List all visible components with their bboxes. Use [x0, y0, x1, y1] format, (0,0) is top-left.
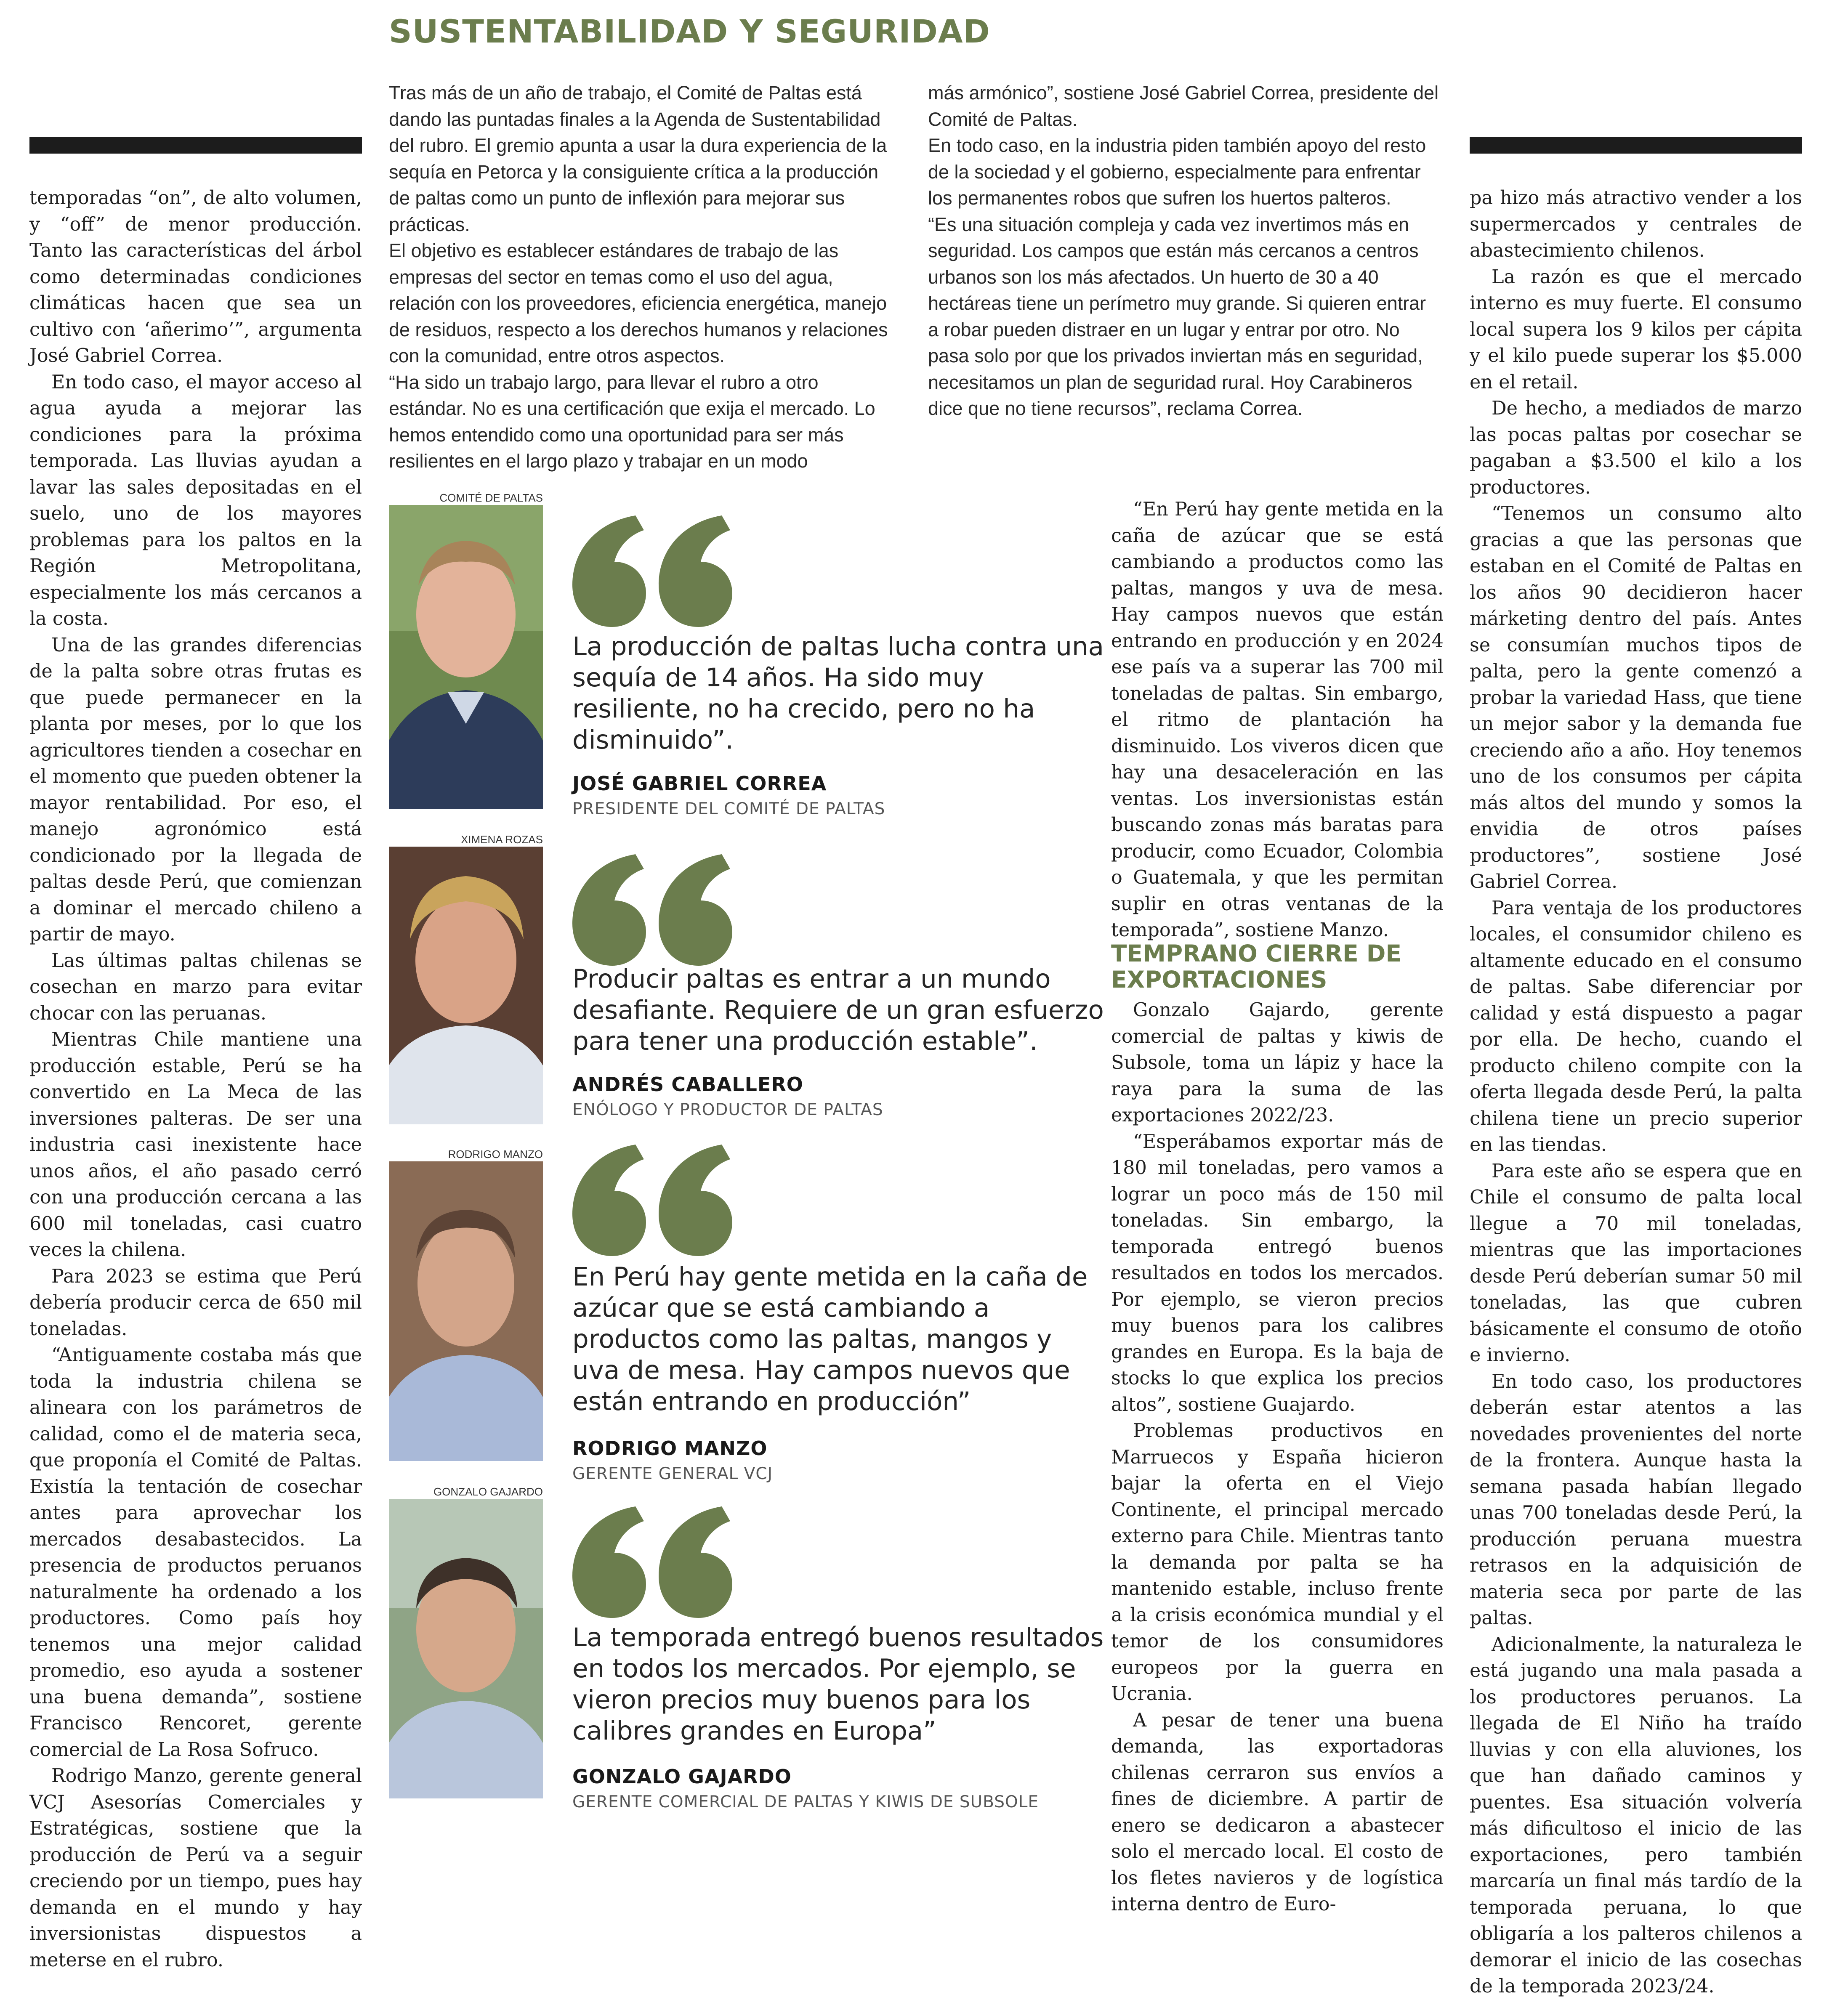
paragraph: temporadas “on”, de alto volumen, y “off” de menor producción. Tanto las características del árbol como determinadas condiciones climáticas hacen que sea un cultivo con ‘añerimo’”, argumenta José Gabriel Correa. — [29, 187, 362, 367]
quote-mark-icon — [572, 507, 732, 633]
portrait-photo — [389, 1499, 543, 1798]
quote-author-name: GONZALO GAJARDO — [572, 1765, 792, 1788]
photo-credit: RODRIGO MANZO — [448, 1148, 543, 1161]
photo-credit: XIMENA ROZAS — [460, 833, 543, 846]
quote-author-role: GERENTE COMERCIAL DE PALTAS Y KIWIS DE SUBSOLE — [572, 1793, 1039, 1811]
subheading: TEMPRANO CIERRE DE EXPORTACIONES — [1111, 940, 1402, 993]
paragraph: Para ventaja de los productores locales, el consumidor chileno es altamente educado en el consumo de paltas. Sabe diferenciar por calidad y está dispuesto a pagar por ella. De hecho, cuando el producto chileno compite con la oferta llegada desde Perú, la palta chilena tiene un precio superior en las tiendas. — [1470, 897, 1802, 1155]
section-title: SUSTENTABILIDAD Y SEGURIDAD — [389, 13, 990, 50]
sustainability-column-2 — [928, 80, 1439, 422]
portrait-photo-rodrigo-manzo — [389, 1161, 543, 1461]
right-column-rule — [1470, 137, 1802, 154]
quote-author-name: JOSÉ GABRIEL CORREA — [572, 772, 827, 795]
quote-mark-icon — [572, 846, 732, 972]
portrait-photo-gonzalo-gajardo — [389, 1499, 543, 1798]
left-column-rule — [29, 137, 362, 154]
paragraph: Para este año se espera que en Chile el consumo de palta local llegue a 70 mil toneladas, mientras que las importaciones desde Perú deberían sumar 50 mil toneladas, las que cubren básicamente el consumo de otoño e invierno. — [1470, 1160, 1802, 1366]
quote-mark-icon — [572, 1498, 732, 1624]
quote-author-role: PRESIDENTE DEL COMITÉ DE PALTAS — [572, 799, 885, 818]
paragraph: De hecho, a mediados de marzo las pocas paltas por cosechar se pagaban a $3.500 el kilo a los productores. — [1470, 398, 1802, 498]
paragraph: En todo caso, en la industria piden también apoyo del resto de la sociedad y el gobierno, especialmente para enfrentar los permanentes robos que sufren los huertos palteros. — [928, 135, 1426, 209]
pull-quote-text: Producir paltas es entrar a un mundo desafiante. Requiere de un gran esfuerzo para tener una producción estable”. — [572, 964, 1104, 1056]
paragraph: Tras más de un año de trabajo, el Comité de Paltas está dando las puntadas finales a la Agenda de Sustentabilidad del rubro. El gremio apunta a usar la dura experiencia de la sequía en Petorca y la consiguiente crítica a la producción de paltas como un punto de inflexión para mejorar sus prácticas. — [389, 82, 887, 235]
paragraph: El objetivo es establecer estándares de trabajo de las empresas del sector en temas como el uso del agua, relación con los proveedores, eficiencia energética, manejo de residuos, respecto a los derechos humanos y relaciones con la comunidad, entre otros aspectos. — [389, 240, 888, 367]
portrait-photo — [389, 505, 543, 809]
paragraph: “Ha sido un trabajo largo, para llevar el rubro a otro estándar. No es una certificación que exija el mercado. Lo hemos entendido como una oportunidad para ser más resilientes en el largo plazo y trabajar en un modo — [389, 371, 875, 472]
quote-author-name: ANDRÉS CABALLERO — [572, 1073, 803, 1096]
paragraph: Rodrigo Manzo, gerente general VCJ Asesorías Comerciales y Estratégicas, sostiene que la producción de Perú va a seguir creciendo por un tiempo, pues hay demanda en el mundo y hay inversionistas dispuestos a meterse en el rubro. — [29, 1765, 362, 1971]
pull-quote-text: La temporada entregó buenos resultados en todos los mercados. Por ejemplo, se vieron precios muy buenos para los calibres grandes en Europa” — [572, 1623, 1104, 1746]
portrait-photo — [389, 1161, 543, 1461]
paragraph: “En Perú hay gente metida en la caña de azúcar que se está cambiando a productos como las paltas, mangos y uva de mesa. Hay campos nuevos que están entrando en producción y en 2024 ese país va a superar las 700 mil toneladas de paltas. Sin embargo, el ritmo de plantación ha disminuido. Los viveros dicen que hay una desaceleración en las ventas. Los inversionistas están buscando zonas más baratas para producir, como Ecuador, Colombia o Guatemala, y que les permitan suplir en otras ventanas de la temporada”, sostiene Manzo. — [1111, 499, 1444, 941]
center-right-column-continued — [1111, 997, 1444, 1918]
left-column — [29, 185, 362, 1973]
quote-mark-icon — [572, 1136, 732, 1262]
paragraph: A pesar de tener una buena demanda, las exportadoras chilenas cerraron sus envíos a fines de diciembre. A partir de enero se dedicaron a abastecer solo el mercado local. El costo de los fletes navieros y de logística interna dentro de Euro- — [1111, 1709, 1444, 1915]
portrait-photo-andres-caballero — [389, 847, 543, 1124]
right-column — [1470, 185, 1802, 2000]
paragraph: Una de las grandes diferencias de la palta sobre otras frutas es que puede permanecer en la planta por meses, por lo que los agricultores tienden a cosechar en el momento que pueden obtener la mayor rentabilidad. Por eso, el manejo agronómico está condicionado por la llegada de paltas desde Perú, que comienzan a dominar el mercado chileno a partir de mayo. — [29, 634, 362, 945]
paragraph: Problemas productivos en Marruecos y España hicieron bajar la oferta en el Viejo Continente, el principal mercado externo para Chile. Mientras tanto la demanda por palta se ha mantenido estable, incluso frente a la crisis económica mundial y el temor de los consumidores europeos por la guerra en Ucrania. — [1111, 1420, 1444, 1705]
pull-quote-text: En Perú hay gente metida en la caña de azúcar que se está cambiando a productos como las paltas, mangos y uva de mesa. Hay campos nuevos que están entrando en producción” — [572, 1262, 1088, 1416]
quote-author-role: GERENTE GENERAL VCJ — [572, 1464, 773, 1483]
paragraph: En todo caso, los productores deberán estar atentos a las novedades provenientes del norte de la frontera. Aunque hasta la semana pasada habían llegado unas 700 toneladas desde Perú, la producción peruana muestra retrasos en la adquisición de materia seca por parte de las paltas. — [1470, 1371, 1802, 1629]
paragraph: Para 2023 se estima que Perú debería producir cerca de 650 mil toneladas. — [29, 1265, 362, 1340]
photo-credit: COMITÉ DE PALTAS — [439, 491, 543, 504]
paragraph: “Es una situación compleja y cada vez invertimos más en seguridad. Los campos que están más cercanos a centros urbanos son los más afectados. Un huerto de 30 a 40 hectáreas tiene un perímetro muy grande. Si quieren entrar a robar pueden distraer en un lugar y entrar por otro. No pasa solo por que los privados inviertan más en seguridad, necesitamos un plan de seguridad rural. Hoy Carabineros dice que no tiene recursos”, reclama Correa. — [928, 213, 1426, 419]
paragraph: “Tenemos un consumo alto gracias a que las personas que estaban en el Comité de Paltas en los años 90 decidieron hacer márketing dentro del país. Antes se consumían muchos tipos de palta, pero la gente comenzó a probar la variedad Hass, que tiene un mejor sabor y la demanda fue creciendo año a año. Hoy tenemos uno de los consumos per cápita más altos del mundo y somos la envidia de otros países productores”, sostiene José Gabriel Correa. — [1470, 503, 1802, 892]
portrait-photo-jose-gabriel-correa — [389, 505, 543, 809]
paragraph: Mientras Chile mantiene una producción estable, Perú se ha convertido en La Meca de las inversiones palteras. De ser una industria casi inexistente hace unos años, el año pasado cerró con una producción cercana a las 600 mil toneladas, casi cuatro veces la chilena. — [29, 1029, 362, 1261]
paragraph: La razón es que el mercado interno es muy fuerte. El consumo local supera los 9 kilos per cápita y el kilo puede superar los $5.000 en el retail. — [1470, 266, 1802, 393]
paragraph: En todo caso, el mayor acceso al agua ayuda a mejorar las condiciones para la próxima temporada. Las lluvias ayudan a lavar las sales depositadas en el suelo, uno de los mayores problemas para los paltos en la Región Metropolitana, especialmente los más cercanos a la costa. — [29, 371, 362, 629]
quote-author-name: RODRIGO MANZO — [572, 1437, 768, 1460]
quote-author-role: ENÓLOGO Y PRODUCTOR DE PALTAS — [572, 1100, 883, 1119]
paragraph: “Antiguamente costaba más que toda la industria chilena se alineara con los parámetros de calidad, como el de materia seca, que proponía el Comité de Paltas. Existía la tentación de cosechar antes para aprovechar los mercados desabastecidos. La presencia de productos peruanos naturalmente ha ordenado a los productores. Como país hoy tenemos una mejor calidad promedio, eso ayuda a sostener una buena demanda”, sostiene Francisco Rencoret, gerente comercial de La Rosa Sofruco. — [29, 1344, 362, 1761]
paragraph: Adicionalmente, la naturaleza le está jugando una mala pasada a los productores peruanos. La llegada de El Niño ha traído lluvias y con ella aluviones, los que han dañado caminos y puentes. Esa situación volvería más dificultoso el inicio de las exportaciones, pero también marcaría un final más tardío de la temporada peruana, lo que obligaría a los palteros chilenos a demorar el inicio de las cosechas de la temporada 2023/24. — [1470, 1633, 1802, 1997]
center-right-column — [1111, 497, 1444, 944]
pull-quote-text: La producción de paltas lucha contra una sequía de 14 años. Ha sido muy resiliente, no ha crecido, pero no ha disminuido”. — [572, 632, 1104, 755]
paragraph: Las últimas paltas chilenas se cosechan en marzo para evitar chocar con las peruanas. — [29, 950, 362, 1024]
paragraph: Gonzalo Gajardo, gerente comercial de paltas y kiwis de Subsole, toma un lápiz y hace la raya para la suma de las exportaciones 2022/23. — [1111, 999, 1444, 1126]
photo-credit: GONZALO GAJARDO — [433, 1485, 543, 1498]
paragraph: más armónico”, sostiene José Gabriel Correa, presidente del Comité de Paltas. — [928, 82, 1439, 130]
paragraph: pa hizo más atractivo vender a los supermercados y centrales de abastecimiento chilenos. — [1470, 187, 1802, 261]
paragraph: “Esperábamos exportar más de 180 mil toneladas, pero vamos a lograr un poco más de 150 mil toneladas. Sin embargo, la temporada entregó buenos resultados en todos los mercados. Por ejemplo, se vieron precios muy buenos para los calibres grandes en Europa. Es la baja de stocks lo que explica los precios altos”, sostiene Guajardo. — [1111, 1131, 1444, 1416]
sustainability-column-1 — [389, 80, 900, 475]
portrait-photo — [389, 847, 543, 1124]
